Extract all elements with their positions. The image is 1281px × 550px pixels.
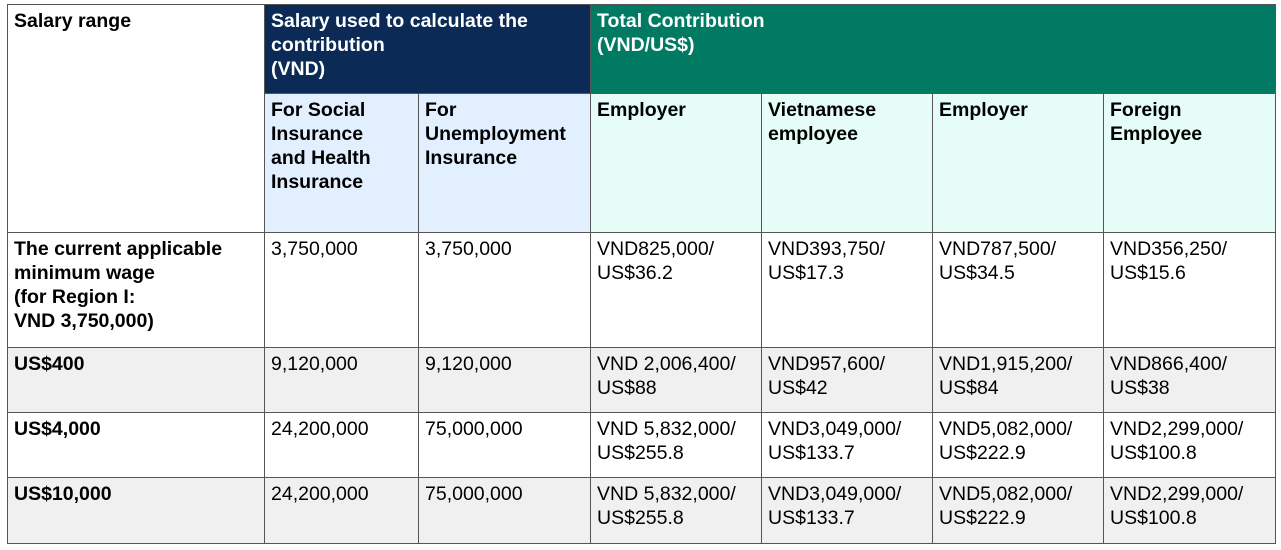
cell-vietnamese-employee: VND957,600/ US$42: [762, 348, 933, 413]
cell-foreign-employee: VND2,299,000/ US$100.8: [1104, 413, 1276, 478]
cell-employer-foreign: VND5,082,000/ US$222.9: [933, 413, 1104, 478]
cell-social-health-salary: 24,200,000: [265, 478, 419, 544]
cell-unemployment-salary: 3,750,000: [419, 233, 591, 348]
subheader-foreign-employee: Foreign Employee: [1104, 94, 1276, 233]
cell-unemployment-salary: 75,000,000: [419, 413, 591, 478]
cell-vietnamese-employee: VND3,049,000/ US$133.7: [762, 478, 933, 544]
table-row: [8, 348, 1276, 413]
cell-vietnamese-employee: VND3,049,000/ US$133.7: [762, 413, 933, 478]
cell-employer-foreign: VND5,082,000/ US$222.9: [933, 478, 1104, 544]
cell-unemployment-salary: 9,120,000: [419, 348, 591, 413]
cell-unemployment-salary: 75,000,000: [419, 478, 591, 544]
cell-employer-vn: VND825,000/ US$36.2: [591, 233, 762, 348]
cell-foreign-employee: VND2,299,000/ US$100.8: [1104, 478, 1276, 544]
row-label: US$400: [8, 348, 265, 413]
cell-foreign-employee: VND356,250/ US$15.6: [1104, 233, 1276, 348]
table-row: [8, 233, 1276, 348]
row-label: The current applicable minimum wage (for Region I: VND 3,750,000): [8, 233, 265, 348]
row-label: US$4,000: [8, 413, 265, 478]
subheader-employer-vietnamese: Employer: [591, 94, 762, 233]
contribution-table: [7, 4, 1276, 544]
cell-social-health-salary: 9,120,000: [265, 348, 419, 413]
subheader-unemployment-insurance: For Unemployment Insurance: [419, 94, 591, 233]
subheader-vietnamese-employee: Vietnamese employee: [762, 94, 933, 233]
cell-foreign-employee: VND866,400/ US$38: [1104, 348, 1276, 413]
cell-employer-foreign: VND787,500/ US$34.5: [933, 233, 1104, 348]
header-salary-used: Salary used to calculate the contribution (VND): [265, 5, 591, 94]
cell-social-health-salary: 3,750,000: [265, 233, 419, 348]
cell-social-health-salary: 24,200,000: [265, 413, 419, 478]
header-total-contribution: Total Contribution (VND/US$): [591, 5, 1276, 94]
row-label: US$10,000: [8, 478, 265, 544]
cell-employer-vn: VND 2,006,400/ US$88: [591, 348, 762, 413]
table-row: [8, 413, 1276, 478]
cell-employer-foreign: VND1,915,200/ US$84: [933, 348, 1104, 413]
subheader-employer-foreign: Employer: [933, 94, 1104, 233]
subheader-social-health-insurance: For Social Insurance and Health Insurance: [265, 94, 419, 233]
cell-vietnamese-employee: VND393,750/ US$17.3: [762, 233, 933, 348]
header-salary-range: Salary range: [8, 5, 265, 233]
cell-employer-vn: VND 5,832,000/ US$255.8: [591, 478, 762, 544]
table-row: [8, 478, 1276, 544]
cell-employer-vn: VND 5,832,000/ US$255.8: [591, 413, 762, 478]
